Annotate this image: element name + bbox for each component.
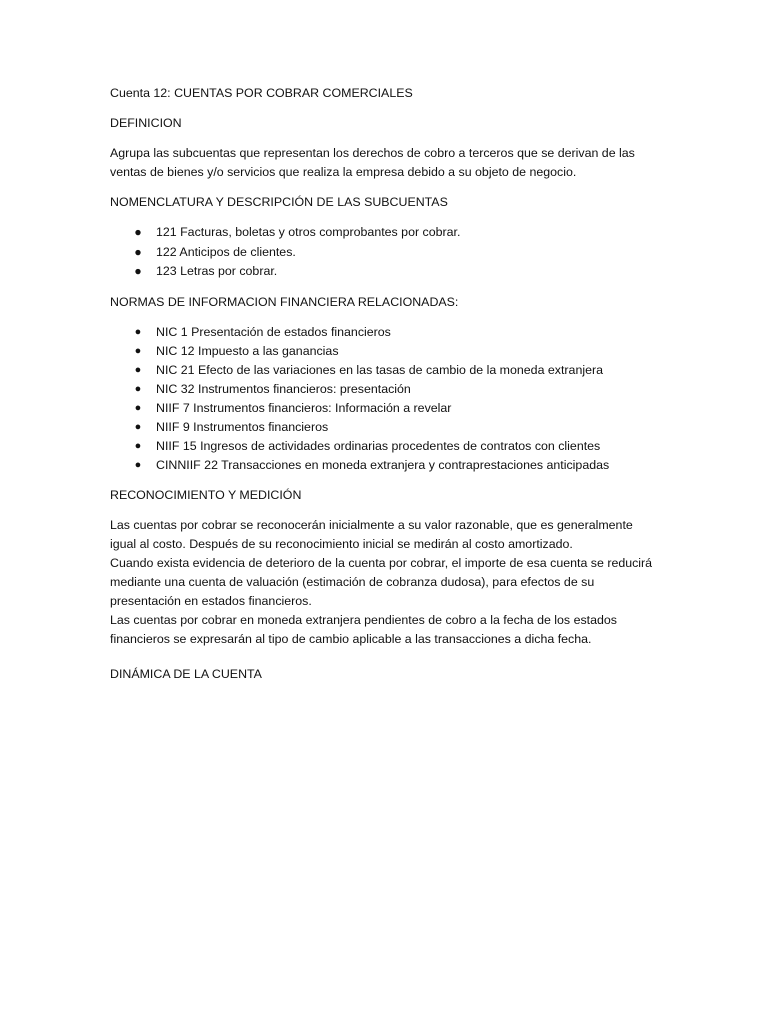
bullet-icon: ● — [134, 458, 142, 471]
list-item — [110, 323, 658, 342]
list-item — [110, 399, 658, 418]
bullet-icon: ● — [134, 439, 142, 452]
section-heading-nomenclatura: NOMENCLATURA Y DESCRIPCIÓN DE LAS SUBCUENTAS — [110, 195, 448, 209]
list-item-text: NIC 32 Instrumentos financieros: presentación — [156, 381, 411, 396]
list-item — [110, 361, 658, 380]
list-item — [110, 243, 658, 263]
reconocimiento-paragraph: Las cuentas por cobrar en moneda extranjera pendientes de cobro a la fecha de los estados financieros se expresarán al tipo de cambio aplicable a las transacciones a dicha fecha. — [110, 612, 617, 646]
reconocimiento-paragraphs — [110, 516, 658, 649]
list-item-text: 122 Anticipos de clientes. — [156, 244, 296, 259]
bullet-icon: ● — [134, 225, 142, 239]
section-heading-reconocimiento: RECONOCIMIENTO Y MEDICIÓN — [110, 487, 302, 502]
bullet-icon: ● — [134, 401, 142, 414]
document-page — [110, 84, 658, 684]
list-item-text: NIIF 7 Instrumentos financieros: Información a revelar — [156, 400, 452, 415]
list-item-text: NIC 1 Presentación de estados financieros — [156, 324, 391, 339]
bullet-icon: ● — [134, 264, 142, 279]
list-item — [110, 437, 658, 456]
definicion-paragraph: Agrupa las subcuentas que representan los derechos de cobro a terceros que se derivan de las ventas de bienes y/o servicios que realiza la empresa debido a su objeto de negocio. — [110, 146, 635, 179]
normas-list — [110, 323, 658, 475]
bullet-icon: ● — [134, 325, 142, 338]
list-item — [110, 380, 658, 399]
bullet-icon: ● — [134, 420, 142, 433]
list-item-text: 121 Facturas, boletas y otros comprobantes por cobrar. — [156, 225, 461, 239]
section-heading-normas: NORMAS DE INFORMACION FINANCIERA RELACIONADAS: — [110, 294, 459, 309]
document-title: Cuenta 12: CUENTAS POR COBRAR COMERCIALES — [110, 86, 413, 100]
subcuentas-list — [110, 223, 658, 282]
list-item — [110, 223, 658, 243]
section-heading-definicion: DEFINICION — [110, 116, 182, 130]
list-item — [110, 456, 658, 475]
list-item-text: 123 Letras por cobrar. — [156, 264, 278, 279]
list-item — [110, 342, 658, 361]
list-item — [110, 418, 658, 437]
list-item-text: NIC 21 Efecto de las variaciones en las tasas de cambio de la moneda extranjera — [156, 362, 604, 377]
bullet-icon: ● — [134, 382, 142, 395]
reconocimiento-paragraph: Cuando exista evidencia de deterioro de la cuenta por cobrar, el importe de esa cuenta se reducirá mediante una cuenta de valuación (estimación de cobranza dudosa), para efectos de su presentación en estados financieros. — [110, 555, 653, 608]
section-heading-dinamica: DINÁMICA DE LA CUENTA — [110, 666, 262, 681]
list-item-text: CINNIIF 22 Transacciones en moneda extranjera y contraprestaciones anticipadas — [156, 457, 610, 472]
list-item — [110, 262, 658, 282]
bullet-icon: ● — [134, 344, 142, 357]
list-item-text: NIIF 9 Instrumentos financieros — [156, 419, 329, 434]
bullet-icon: ● — [134, 363, 142, 376]
list-item-text: NIC 12 Impuesto a las ganancias — [156, 343, 339, 358]
bullet-icon: ● — [134, 244, 142, 259]
reconocimiento-paragraph: Las cuentas por cobrar se reconocerán inicialmente a su valor razonable, que es generalmente igual al costo. Después de su reconocimiento inicial se medirán al costo amortizado. — [110, 517, 633, 551]
list-item-text: NIIF 15 Ingresos de actividades ordinarias procedentes de contratos con clientes — [156, 438, 601, 453]
